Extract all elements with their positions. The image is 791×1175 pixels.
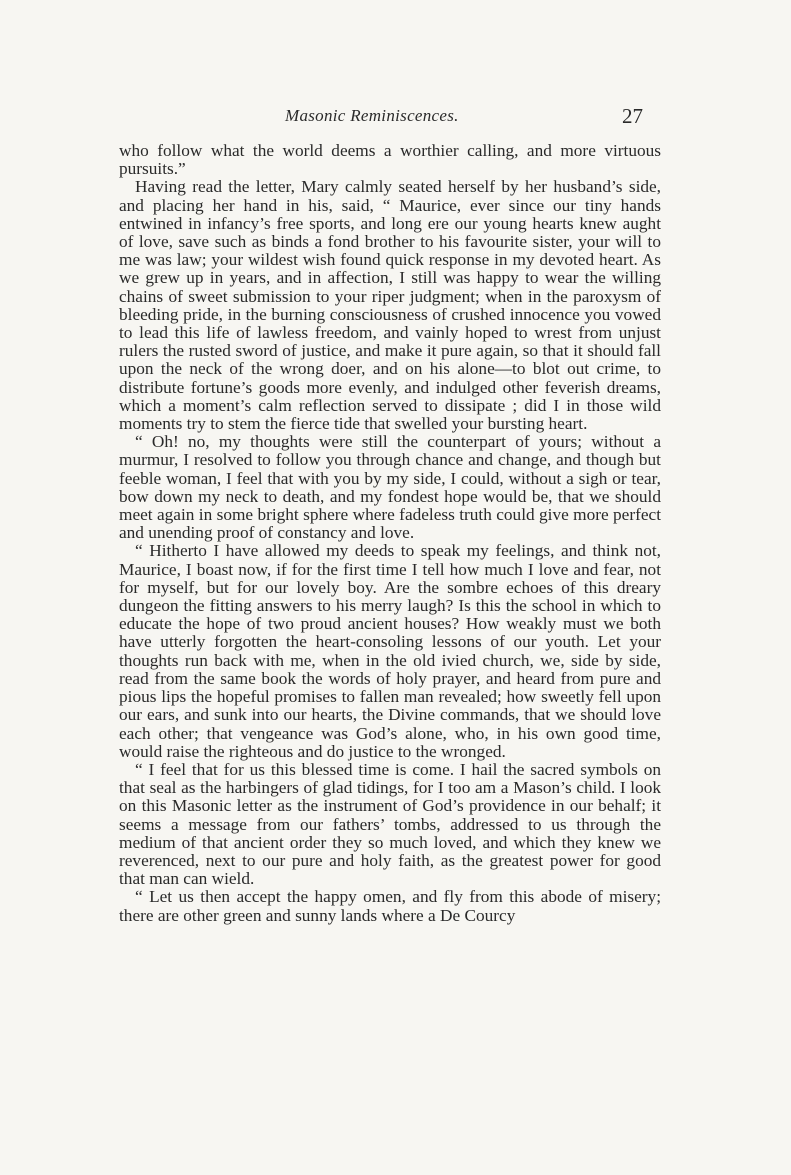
running-title: Masonic Reminiscences.	[285, 106, 459, 125]
page-number: 27	[622, 104, 643, 128]
paragraph: Having read the letter, Mary calmly seated herself by her husband’s side, and placing her hand in his, said, “ Maurice, ever since our tiny hands entwined in infancy’s free sports, and long ere our young hearts knew aught of love, save such as binds a fond brother to his favourite sister, your will to me was law; your wildest wish found quick response in my devoted heart. As we grew up in years, and in affection, I still was happy to wear the willing chains of sweet submission to your riper judgment; when in the paroxysm of bleeding pride, in the burning consciousness of crushed innocence you vowed to lead this life of lawless freedom, and vainly hoped to wrest from unjust rulers the rusted sword of justice, and make it pure again, so that it should fall upon the neck of the wrong doer, and on his alone—to blot out crime, to distribute fortune’s goods more evenly, and indulged other feverish dreams, which a moment’s calm reflection served to dissipate ; did I in those wild moments try to stem the fierce tide that swelled your bursting heart.	[119, 177, 661, 434]
paragraph: “ Hitherto I have allowed my deeds to speak my feelings, and think not, Maurice, I boast now, if for the first time I tell how much I love and fear, not for myself, but for our lovely boy. Are the sombre echoes of this dreary dungeon the fitting answers to his merry laugh? Is this the school in which to educate the hope of two proud ancient houses? How weakly must we both have utterly forgotten the heart-consoling lessons of our youth. Let your thoughts run back with me, when in the old ivied church, we, side by side, read from the same book the words of holy prayer, and heard from pure and pious lips the hopeful promises to fallen man revealed; how sweetly fell upon our ears, and sunk into our hearts, the Divine commands, that we should love each other; that vengeance was God’s alone, who, in his own good time, would raise the righteous and do justice to the wronged.	[119, 541, 661, 761]
paragraph: “ Let us then accept the happy omen, and fly from this abode of misery; there are other green and sunny lands where a De Courcy	[119, 887, 661, 925]
body-text	[119, 142, 661, 925]
page-header	[0, 106, 791, 130]
paragraph: “ Oh! no, my thoughts were still the counterpart of yours; without a murmur, I resolved to follow you through chance and change, and though but feeble woman, I feel that with you by my side, I could, without a sigh or tear, bow down my neck to death, and my fondest hope would be, that we should meet again in some bright sphere where fadeless truth could give more perfect and unending proof of constancy and love.	[119, 432, 661, 543]
paragraph: who follow what the world deems a worthier calling, and more virtuous pursuits.”	[119, 141, 661, 179]
paragraph: “ I feel that for us this blessed time is come. I hail the sacred symbols on that seal as the harbingers of glad tidings, for I too am a Mason’s child. I look on this Masonic letter as the instrument of God’s providence in our behalf; it seems a message from our fathers’ tombs, addressed to us through the medium of that ancient order they so much loved, and which they knew we reverenced, next to our pure and holy faith, as the greatest power for good that man can wield.	[119, 759, 661, 889]
